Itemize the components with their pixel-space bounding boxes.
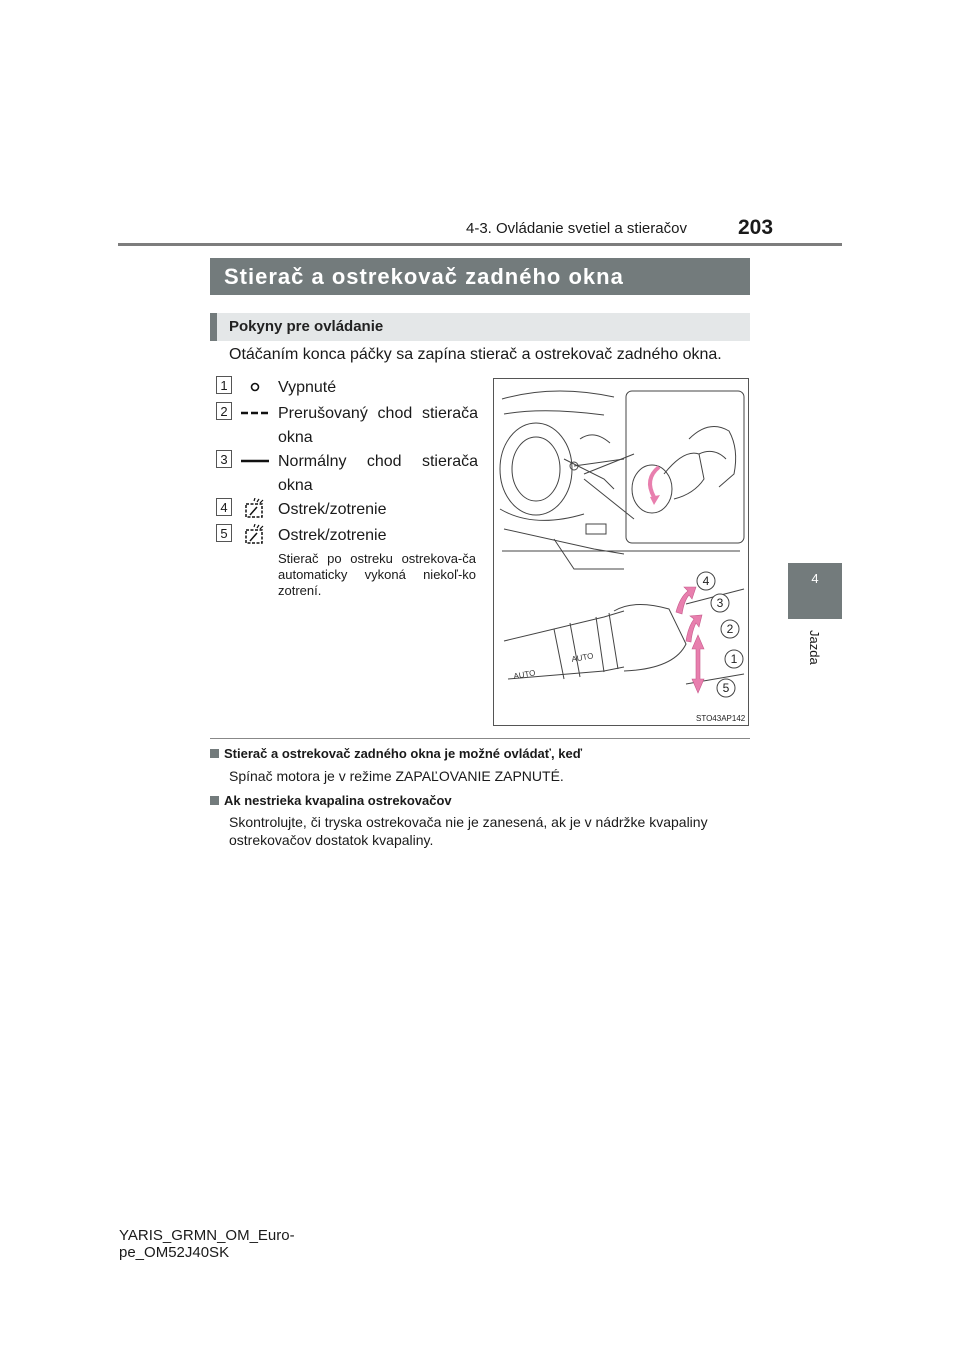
list-item bbox=[216, 498, 480, 524]
note-body: Spínač motora je v režime ZAPAĽOVANIE ZAPNUTÉ. bbox=[229, 768, 564, 784]
item-number: 2 bbox=[216, 402, 232, 420]
intro-text: Otáčaním konca páčky sa zapína stierač a ostrekovač zadného okna. bbox=[229, 346, 722, 363]
wiper-lever-figure bbox=[493, 378, 749, 726]
list-item bbox=[216, 402, 480, 446]
item-number: 5 bbox=[216, 524, 232, 542]
item-label: Ostrek/zotrenie bbox=[278, 501, 387, 518]
svg-text:2: 2 bbox=[726, 622, 734, 636]
svg-text:3: 3 bbox=[716, 596, 724, 610]
rear-washer-icon bbox=[238, 524, 272, 546]
lever-auto-label-2: AUTO bbox=[570, 651, 595, 664]
figure-callout-4 bbox=[697, 572, 715, 590]
subsection-title: Pokyny pre ovládanie bbox=[210, 313, 750, 341]
chapter-side-label bbox=[784, 630, 844, 690]
notes-divider bbox=[210, 738, 750, 739]
square-bullet-icon bbox=[210, 796, 219, 805]
item-number: 1 bbox=[216, 376, 232, 394]
svg-text:1: 1 bbox=[730, 652, 738, 666]
figure-code: STO43AP142 bbox=[696, 714, 746, 723]
figure-callout-5 bbox=[717, 679, 735, 697]
list-item bbox=[216, 450, 480, 494]
normal-line-icon bbox=[238, 450, 272, 472]
chapter-header: 4-3. Ovládanie svetiel a stieračov bbox=[466, 220, 687, 237]
document-footer bbox=[119, 1227, 295, 1261]
intermittent-dashes-icon bbox=[238, 402, 272, 424]
svg-text:4: 4 bbox=[702, 574, 710, 588]
item-label: Ostrek/zotrenie bbox=[278, 527, 387, 544]
wiper-lever-illustration bbox=[494, 379, 748, 725]
section-title: Stierač a ostrekovač zadného okna bbox=[210, 258, 750, 295]
item-number: 4 bbox=[216, 498, 232, 516]
list-item bbox=[216, 376, 480, 402]
item-number: 3 bbox=[216, 450, 232, 468]
item-label: Prerušovaný chod stierača okna bbox=[278, 405, 478, 446]
list-item bbox=[216, 524, 480, 550]
lever-auto-label: AUTO bbox=[512, 668, 537, 681]
item-label: Vypnuté bbox=[278, 379, 337, 396]
off-circle-icon bbox=[238, 376, 272, 398]
header-divider bbox=[118, 243, 842, 246]
chapter-tab-number: 4 bbox=[811, 571, 819, 586]
page-number: 203 bbox=[738, 216, 774, 239]
note-body: Skontrolujte, či tryska ostrekovača nie je zanesená, ak je v nádržke kvapaliny ostrekovačov dostatok kvapaliny. bbox=[229, 814, 708, 848]
footer-line-1: YARIS_GRMN_OM_Euro- bbox=[119, 1227, 295, 1244]
item5-note: Stierač po ostreku ostrekova-ča automaticky vykoná niekoľ-ko zotrení. bbox=[278, 551, 476, 598]
note-heading-text: Stierač a ostrekovač zadného okna je možné ovládať, keď bbox=[224, 746, 583, 761]
square-bullet-icon bbox=[210, 749, 219, 758]
note-heading bbox=[210, 793, 452, 808]
note-heading-text: Ak nestrieka kvapalina ostrekovačov bbox=[224, 793, 452, 808]
note-heading bbox=[210, 746, 582, 761]
item-label: Normálny chod stierača okna bbox=[278, 453, 478, 494]
figure-callout-3 bbox=[711, 594, 729, 612]
footer-line-2: pe_OM52J40SK bbox=[119, 1244, 230, 1261]
figure-callout-1 bbox=[725, 650, 743, 668]
svg-text:5: 5 bbox=[722, 681, 730, 695]
figure-callout-2 bbox=[721, 620, 739, 638]
rear-washer-icon bbox=[238, 498, 272, 520]
chapter-side-label-text: Jazda bbox=[807, 630, 822, 665]
